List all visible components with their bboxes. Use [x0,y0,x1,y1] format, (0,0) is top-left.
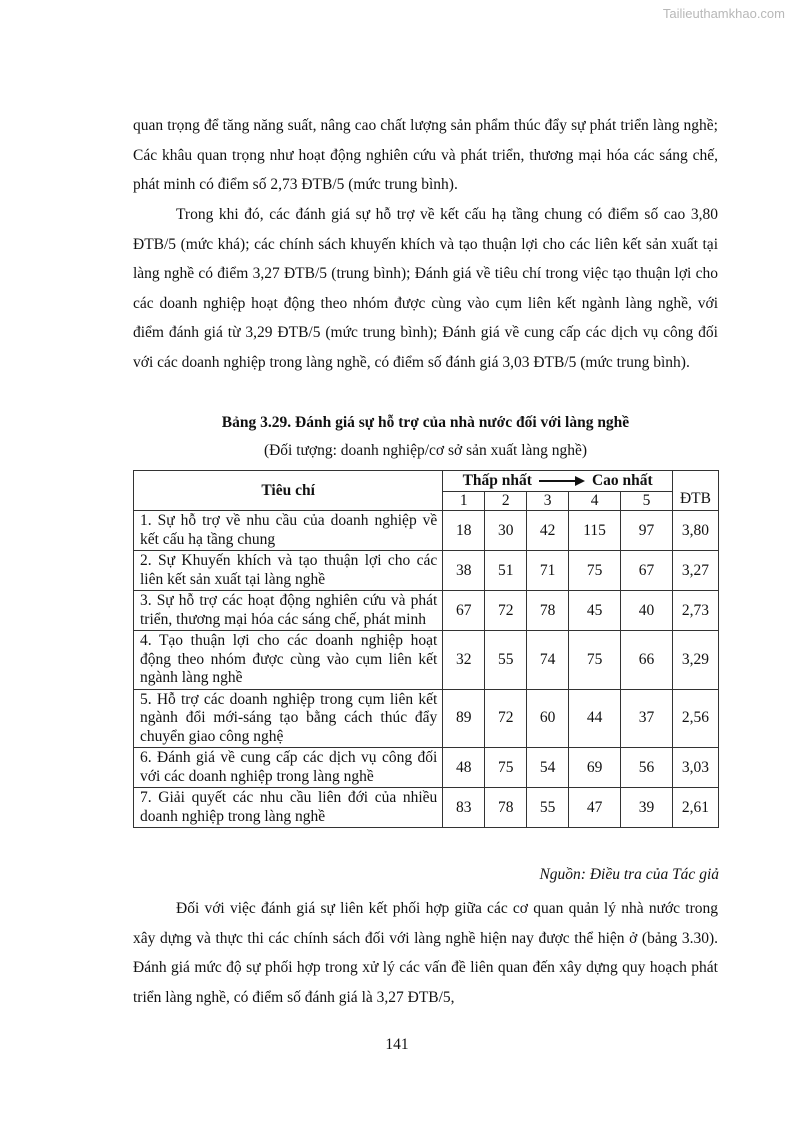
value-cell: 32 [443,631,485,690]
value-cell: 55 [527,788,569,828]
value-cell: 67 [621,551,673,591]
value-cell: 72 [485,689,527,748]
value-cell: 55 [485,631,527,690]
value-cell: 72 [485,591,527,631]
value-cell: 83 [443,788,485,828]
value-cell: 78 [527,591,569,631]
table-row [134,748,719,788]
value-cell: 37 [621,689,673,748]
table-row [134,689,719,748]
table-row [134,551,719,591]
value-cell: 38 [443,551,485,591]
criteria-cell: 1. Sự hỗ trợ về nhu cầu của doanh nghiệp về kết cấu hạ tầng chung [134,511,443,551]
avg-cell: 3,29 [672,631,718,690]
header-scale-3: 3 [527,492,569,511]
criteria-cell: 5. Hỗ trợ các doanh nghiệp trong cụm liên kết ngành đổi mới-sáng tạo bằng cách thúc đẩy chuyển giao công nghệ [134,689,443,748]
header-criteria: Tiêu chí [134,471,443,511]
value-cell: 51 [485,551,527,591]
value-cell: 60 [527,689,569,748]
header-scale-high: Cao nhất [591,472,653,489]
table-row [134,631,719,690]
value-cell: 40 [621,591,673,631]
criteria-cell: 3. Sự hỗ trợ các hoạt động nghiên cứu và phát triển, thương mại hóa các sáng chế, phát minh [134,591,443,631]
header-scale-2: 2 [485,492,527,511]
value-cell: 48 [443,748,485,788]
value-cell: 47 [569,788,621,828]
table-row [134,591,719,631]
table-title: Bảng 3.29. Đánh giá sự hỗ trợ của nhà nước đối với làng nghề [221,414,630,431]
value-cell: 45 [569,591,621,631]
value-cell: 39 [621,788,673,828]
table-subtitle: (Đối tượng: doanh nghiệp/cơ sở sản xuất làng nghề) [263,442,588,459]
avg-cell: 2,61 [672,788,718,828]
criteria-cell: 6. Đánh giá về cung cấp các dịch vụ công đối với các doanh nghiệp trong làng nghề [134,748,443,788]
page-number: 141 [385,1036,409,1053]
value-cell: 75 [569,631,621,690]
value-cell: 66 [621,631,673,690]
header-scale [443,471,673,492]
avg-cell: 2,73 [672,591,718,631]
support-evaluation-table [133,470,719,828]
value-cell: 18 [443,511,485,551]
value-cell: 71 [527,551,569,591]
avg-cell: 3,80 [672,511,718,551]
value-cell: 115 [569,511,621,551]
value-cell: 75 [485,748,527,788]
watermark: Tailieuthamkhao.com [662,6,785,21]
avg-cell: 3,03 [672,748,718,788]
header-avg: ĐTB [672,471,718,511]
value-cell: 42 [527,511,569,551]
value-cell: 89 [443,689,485,748]
value-cell: 69 [569,748,621,788]
value-cell: 74 [527,631,569,690]
paragraph-assessment: Trong khi đó, các đánh giá sự hỗ trợ về kết cấu hạ tầng chung có điểm số cao 3,80 ĐTB/5 (mức khá); các chính sách khuyến khích và tạo thuận lợi cho các liên kết sản xuất tại làng nghề có điểm 3,27 ĐTB/5 (trung bình); Đánh giá về tiêu chí trong việc tạo thuận lợi cho các doanh nghiệp hoạt động theo nhóm được cùng vào cụm liên kết ngành làng nghề, với điểm đánh giá từ 3,29 ĐTB/5 (mức trung bình); Đánh giá về cung cấp các dịch vụ công đối với các doanh nghiệp trong làng nghề, có điểm số đánh giá 3,03 ĐTB/5 (mức trung bình). [133,206,718,371]
table-source: Nguồn: Điều tra của Tác giả [539,866,719,883]
criteria-cell: 2. Sự Khuyến khích và tạo thuận lợi cho các liên kết sản xuất tại làng nghề [134,551,443,591]
avg-cell: 3,27 [672,551,718,591]
value-cell: 75 [569,551,621,591]
value-cell: 54 [527,748,569,788]
criteria-cell: 7. Giải quyết các nhu cầu liên đới của nhiều doanh nghiệp trong làng nghề [134,788,443,828]
header-scale-1: 1 [443,492,485,511]
paragraph-coordination: Đối với việc đánh giá sự liên kết phối hợp giữa các cơ quan quản lý nhà nước trong xây dựng và thực thi các chính sách đối với làng nghề hiện nay được thể hiện ở (bảng 3.30). Đánh giá mức độ sự phối hợp trong xử lý các vấn đề liên quan đến xây dựng quy hoạch phát triển làng nghề, có điểm số đánh giá là 3,27 ĐTB/5, [133,900,718,1006]
avg-cell: 2,56 [672,689,718,748]
value-cell: 97 [621,511,673,551]
table-row [134,511,719,551]
criteria-cell: 4. Tạo thuận lợi cho các doanh nghiệp hoạt động theo nhóm được cùng vào cụm liên kết ngành làng nghề [134,631,443,690]
value-cell: 56 [621,748,673,788]
paragraph-intro: quan trọng để tăng năng suất, nâng cao chất lượng sản phẩm thúc đẩy sự phát triển làng nghề; Các khâu quan trọng như hoạt động nghiên cứu và phát triển, thương mại hóa các sáng chế, phát minh có điểm số 2,73 ĐTB/5 (mức trung bình). [133,117,718,193]
value-cell: 67 [443,591,485,631]
header-scale-low: Thấp nhất [462,472,532,489]
table-row [134,788,719,828]
value-cell: 44 [569,689,621,748]
value-cell: 30 [485,511,527,551]
header-scale-5: 5 [621,492,673,511]
value-cell: 78 [485,788,527,828]
arrow-right-icon [539,475,585,487]
header-scale-4: 4 [569,492,621,511]
